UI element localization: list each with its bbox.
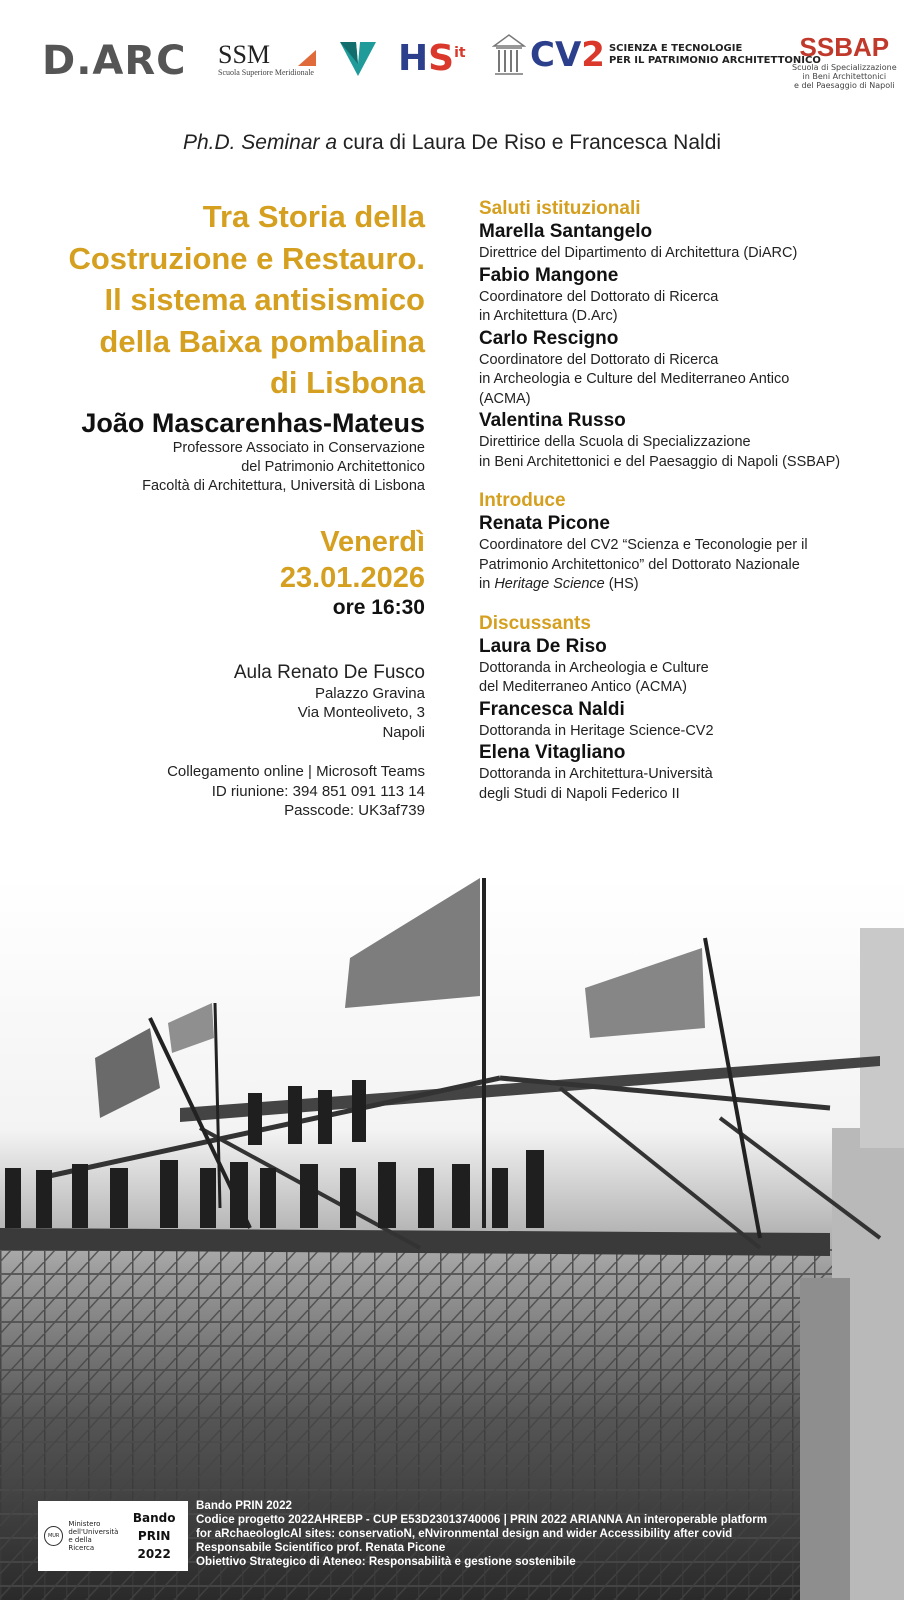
- role-line: Dottoranda in Heritage Science-CV2: [479, 722, 714, 739]
- cv2-logo-text: [609, 43, 821, 67]
- event-day: Venerdì: [320, 525, 425, 558]
- participant-role: [479, 765, 899, 804]
- talk-title-line: Tra Storia della: [202, 199, 425, 234]
- ssm-logo-subtitle: Scuola Superiore Meridionale: [218, 68, 314, 77]
- role-line: Dottoranda in Archeologia e Culture: [479, 659, 709, 676]
- seminar-label: Ph.D. Seminar a: [182, 131, 338, 154]
- participant-role: [479, 722, 899, 742]
- ministry-seal-icon: MUR: [44, 1526, 63, 1546]
- bando-badge: [120, 1509, 188, 1563]
- participant-role: [479, 288, 899, 327]
- role-line: in Archeologia e Culture del Mediterraneo Antico: [479, 371, 790, 387]
- participant-role: [479, 536, 899, 595]
- venue-name: Aula Renato De Fusco: [233, 661, 425, 683]
- role-line: [479, 575, 899, 595]
- role-line-italic: Heritage Science: [494, 576, 605, 592]
- ssbap-logo: [792, 32, 897, 90]
- role-line-post: (HS): [604, 576, 639, 592]
- cv2-logo-line2: PER IL PATRIMONIO ARCHITETTONICO: [608, 55, 821, 66]
- project-line: for aRchaeologIcAl sites: conservatioN, eNvironmental design and wider Accessibility after covid: [196, 1527, 733, 1540]
- cv2-logo-name: [530, 35, 605, 75]
- hs-logo-it: it: [454, 45, 466, 61]
- ssbap-logo-name: SSBAP: [799, 32, 890, 62]
- role-line-pre: in: [479, 576, 495, 592]
- participant-name: Elena Vitagliano: [479, 742, 626, 763]
- ssbap-logo-sub3: e del Paesaggio di Napoli: [794, 81, 895, 90]
- meeting-id: ID riunione: 394 851 091 113 14: [211, 782, 425, 800]
- project-line: Bando PRIN 2022: [196, 1499, 292, 1512]
- role-line: in Architettura (D.Arc): [479, 308, 618, 324]
- bando-line2: PRIN 2022: [137, 1529, 171, 1561]
- address-line: Napoli: [382, 723, 425, 741]
- cv2-logo-2: 2: [581, 35, 605, 75]
- project-line: Codice progetto 2022AHREBP - CUP E53D23013740006 | PRIN 2022 ARIANNA An interoperable platform: [196, 1513, 768, 1526]
- talk-title-line: Il sistema antisismico: [104, 282, 425, 317]
- talk-title: [30, 196, 425, 404]
- participant-name: Valentina Russo: [479, 410, 626, 431]
- discussants-heading: Discussants: [479, 612, 591, 634]
- hs-logo-h: H: [398, 38, 429, 79]
- participant-role: [479, 351, 899, 410]
- logo-bar: [0, 30, 904, 100]
- greetings-heading: Saluti istituzionali: [479, 198, 641, 219]
- hs-logo-s: S: [428, 38, 455, 79]
- project-line: Obiettivo Strategico di Ateneo: Responsabilità e gestione sostenibile: [196, 1555, 576, 1568]
- talk-title-line: di Lisbona: [270, 365, 425, 400]
- ssm-logo-name: SSM: [218, 40, 271, 69]
- talk-info: [30, 196, 425, 821]
- affiliation-line: del Patrimonio Architettonico: [241, 458, 425, 475]
- participant-role: [479, 433, 899, 472]
- participant-name: Fabio Mangone: [479, 264, 619, 286]
- speaker-name: João Mascarenhas-Mateus: [81, 407, 425, 438]
- venue-address: [30, 684, 425, 743]
- arrow-down-icon: [338, 38, 378, 82]
- role-line: Coordinatore del CV2 “Scienza e Teconologie per il: [479, 537, 808, 553]
- project-info: [196, 1499, 904, 1569]
- temple-icon: [492, 32, 526, 78]
- online-line: Collegamento online | Microsoft Teams: [167, 763, 425, 780]
- role-line: Coordinatore del Dottorato di Ricerca: [479, 351, 719, 368]
- talk-title-line: della Baixa pombalina: [99, 323, 425, 359]
- ssm-triangle-icon: [298, 50, 316, 66]
- cv2-logo-line1: SCIENZA E TECNOLOGIE: [608, 43, 743, 54]
- talk-title-line: Costruzione e Restauro.: [68, 240, 425, 276]
- role-line: (ACMA): [479, 390, 531, 407]
- historical-photo: [0, 878, 904, 1600]
- address-line: Palazzo Gravina: [314, 684, 425, 702]
- curated-by: cura di Laura De Riso e Francesca Naldi: [342, 131, 722, 154]
- passcode: Passcode: UK3af739: [284, 802, 425, 819]
- participant-name: Renata Picone: [479, 513, 610, 534]
- bando-line1: Bando: [132, 1511, 176, 1525]
- program: [479, 198, 899, 804]
- hs-logo: [398, 38, 466, 79]
- role-line: Direttirice della Scuola di Specializzazione: [479, 434, 751, 450]
- project-line: Responsabile Scientifico prof. Renata Picone: [196, 1541, 446, 1554]
- ssbap-logo-sub1: Scuola di Specializzazione: [792, 63, 897, 72]
- participant-role: [479, 244, 899, 264]
- online-info: [30, 762, 425, 821]
- event-date: 23.01.2026: [279, 561, 425, 594]
- seminar-subtitle: [0, 131, 904, 155]
- role-line: Coordinatore del Dottorato di Ricerca: [479, 288, 719, 305]
- ssm-logo: [218, 40, 314, 77]
- participant-name: Laura De Riso: [479, 635, 607, 657]
- cv2-logo: [492, 32, 821, 78]
- footer: [38, 1501, 904, 1591]
- participant-name: Carlo Rescigno: [479, 327, 619, 349]
- role-line: Patrimonio Architettonico” del Dottorato Nazionale: [479, 556, 800, 573]
- participant-name: Marella Santangelo: [479, 221, 653, 242]
- role-line: in Beni Architettonici e del Paesaggio di Napoli (SSBAP): [479, 453, 841, 470]
- mur-logo: [38, 1501, 188, 1571]
- address-line: Via Monteoliveto, 3: [297, 704, 425, 721]
- role-line: Dottoranda in Architettura-Università: [479, 766, 713, 782]
- event-time: ore 16:30: [332, 595, 425, 619]
- role-line: degli Studi di Napoli Federico II: [479, 785, 680, 802]
- intro-heading: Introduce: [479, 490, 566, 511]
- darc-logo: D.ARC: [42, 38, 187, 84]
- participant-name: Francesca Naldi: [479, 698, 625, 720]
- affiliation-line: Professore Associato in Conservazione: [172, 439, 425, 456]
- ssbap-logo-sub2: in Beni Architettonici: [802, 72, 887, 81]
- speaker-affiliation: [30, 439, 425, 496]
- role-line: Direttrice del Dipartimento di Architettura (DiARC): [479, 245, 798, 261]
- role-line: del Mediterraneo Antico (ACMA): [479, 679, 687, 695]
- affiliation-line: Facoltà di Architettura, Università di Lisbona: [142, 477, 425, 494]
- ministry-name: Ministero dell'Università e della Ricerca: [68, 1520, 119, 1552]
- cv2-logo-cv: CV: [530, 35, 582, 75]
- participant-role: [479, 659, 899, 698]
